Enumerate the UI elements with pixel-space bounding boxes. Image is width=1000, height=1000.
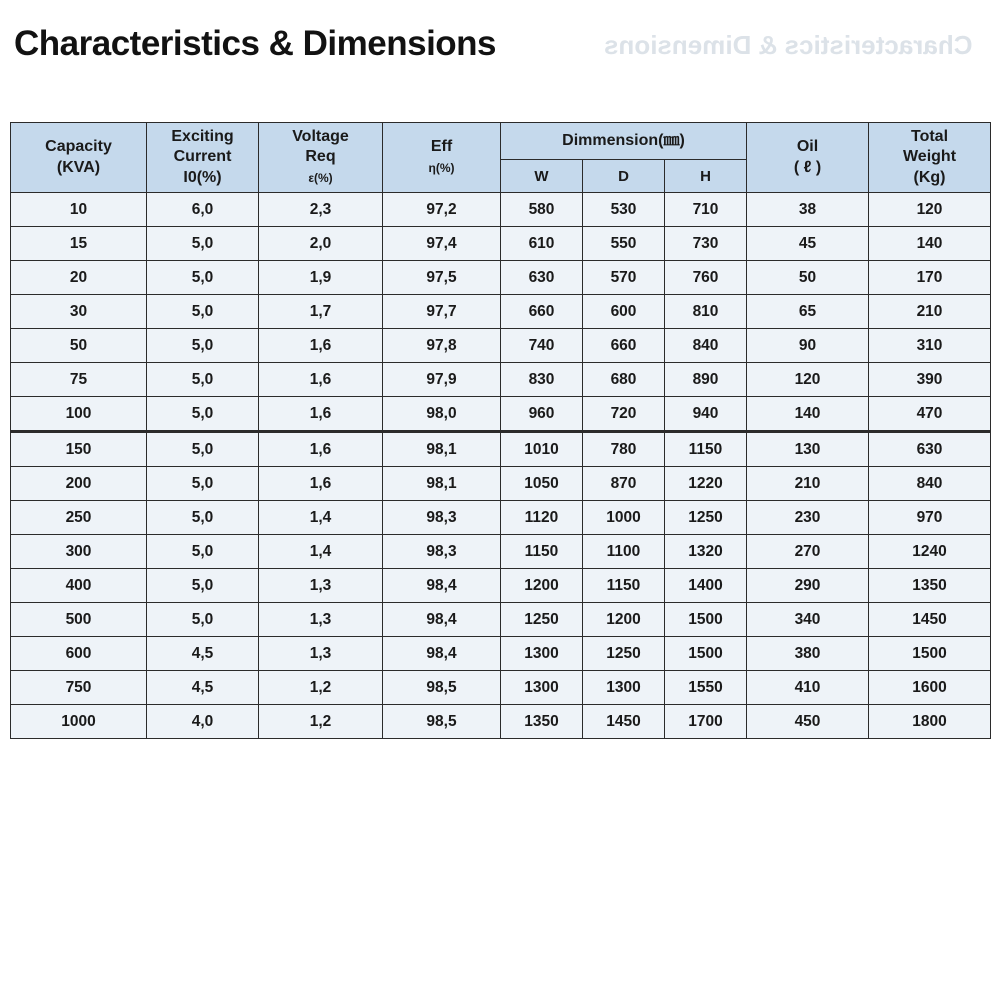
column-header-total-weight	[869, 123, 991, 193]
cell-capacity: 10	[11, 193, 147, 227]
cell-dim-w: 1300	[501, 637, 583, 671]
column-header-voltage-line2: Req	[305, 148, 336, 166]
column-header-voltage-reg	[259, 123, 383, 193]
cell-dim-d: 1250	[583, 637, 665, 671]
cell-dim-w: 1050	[501, 467, 583, 501]
cell-capacity: 750	[11, 671, 147, 705]
cell-total-weight: 1350	[869, 569, 991, 603]
cell-voltage-reg: 1,3	[259, 603, 383, 637]
cell-capacity: 50	[11, 329, 147, 363]
cell-efficiency: 98,4	[383, 603, 501, 637]
table-row	[11, 432, 991, 467]
cell-efficiency: 97,2	[383, 193, 501, 227]
table-row	[11, 261, 991, 295]
ghost-title-artifact: Characteristics & Dimensions	[603, 30, 972, 60]
cell-oil: 38	[747, 193, 869, 227]
cell-dim-w: 830	[501, 363, 583, 397]
column-header-oil-label: Oil	[796, 138, 819, 156]
cell-total-weight: 210	[869, 295, 991, 329]
cell-capacity: 30	[11, 295, 147, 329]
cell-dim-w: 740	[501, 329, 583, 363]
column-header-capacity-unit: (KVA)	[56, 158, 101, 176]
cell-voltage-reg: 1,4	[259, 535, 383, 569]
cell-total-weight: 1800	[869, 705, 991, 739]
cell-capacity: 250	[11, 501, 147, 535]
table-row	[11, 295, 991, 329]
cell-total-weight: 970	[869, 501, 991, 535]
table-row	[11, 467, 991, 501]
table-body	[11, 193, 991, 739]
cell-total-weight: 1500	[869, 637, 991, 671]
cell-dim-h: 1320	[665, 535, 747, 569]
cell-voltage-reg: 1,6	[259, 329, 383, 363]
cell-capacity: 200	[11, 467, 147, 501]
cell-capacity: 150	[11, 432, 147, 467]
cell-voltage-reg: 1,4	[259, 501, 383, 535]
column-header-efficiency	[383, 123, 501, 193]
cell-capacity: 15	[11, 227, 147, 261]
cell-total-weight: 170	[869, 261, 991, 295]
cell-efficiency: 98,5	[383, 671, 501, 705]
cell-dim-h: 1150	[665, 432, 747, 467]
cell-voltage-reg: 1,3	[259, 637, 383, 671]
column-header-weight-line2: Weight	[902, 148, 957, 166]
cell-dim-d: 570	[583, 261, 665, 295]
cell-exciting-current: 6,0	[147, 193, 259, 227]
table-row	[11, 501, 991, 535]
cell-total-weight: 310	[869, 329, 991, 363]
cell-capacity: 600	[11, 637, 147, 671]
cell-exciting-current: 5,0	[147, 467, 259, 501]
cell-dim-h: 1550	[665, 671, 747, 705]
cell-voltage-reg: 1,7	[259, 295, 383, 329]
cell-dim-w: 1200	[501, 569, 583, 603]
cell-dim-d: 550	[583, 227, 665, 261]
cell-dim-h: 840	[665, 329, 747, 363]
cell-oil: 450	[747, 705, 869, 739]
table-row	[11, 671, 991, 705]
table-row	[11, 569, 991, 603]
cell-capacity: 100	[11, 397, 147, 432]
cell-oil: 120	[747, 363, 869, 397]
cell-dim-w: 1010	[501, 432, 583, 467]
cell-exciting-current: 5,0	[147, 397, 259, 432]
cell-capacity: 500	[11, 603, 147, 637]
table-header	[11, 123, 991, 193]
cell-voltage-reg: 2,3	[259, 193, 383, 227]
cell-dim-w: 580	[501, 193, 583, 227]
cell-oil: 45	[747, 227, 869, 261]
cell-oil: 410	[747, 671, 869, 705]
cell-dim-d: 780	[583, 432, 665, 467]
cell-efficiency: 97,8	[383, 329, 501, 363]
table-row	[11, 603, 991, 637]
cell-capacity: 75	[11, 363, 147, 397]
cell-dim-w: 960	[501, 397, 583, 432]
cell-dim-d: 600	[583, 295, 665, 329]
cell-dim-d: 1200	[583, 603, 665, 637]
cell-capacity: 400	[11, 569, 147, 603]
cell-dim-h: 730	[665, 227, 747, 261]
cell-dim-d: 720	[583, 397, 665, 432]
cell-exciting-current: 5,0	[147, 227, 259, 261]
cell-oil: 270	[747, 535, 869, 569]
cell-efficiency: 97,7	[383, 295, 501, 329]
cell-voltage-reg: 1,6	[259, 467, 383, 501]
cell-oil: 50	[747, 261, 869, 295]
cell-voltage-reg: 1,6	[259, 432, 383, 467]
column-header-dim-d: D	[583, 160, 665, 193]
cell-exciting-current: 4,5	[147, 671, 259, 705]
cell-dim-h: 810	[665, 295, 747, 329]
cell-dim-h: 1220	[665, 467, 747, 501]
cell-total-weight: 390	[869, 363, 991, 397]
cell-exciting-current: 5,0	[147, 569, 259, 603]
table-row	[11, 397, 991, 432]
column-header-dim-w: W	[501, 160, 583, 193]
cell-efficiency: 98,3	[383, 501, 501, 535]
cell-oil: 380	[747, 637, 869, 671]
cell-dim-h: 1400	[665, 569, 747, 603]
table-row	[11, 535, 991, 569]
cell-voltage-reg: 1,9	[259, 261, 383, 295]
cell-efficiency: 98,0	[383, 397, 501, 432]
cell-dim-d: 1450	[583, 705, 665, 739]
cell-dim-h: 890	[665, 363, 747, 397]
cell-oil: 90	[747, 329, 869, 363]
cell-dim-d: 1300	[583, 671, 665, 705]
cell-dim-d: 530	[583, 193, 665, 227]
cell-dim-d: 660	[583, 329, 665, 363]
cell-voltage-reg: 1,3	[259, 569, 383, 603]
column-header-dim-h: H	[665, 160, 747, 193]
cell-voltage-reg: 2,0	[259, 227, 383, 261]
cell-dim-w: 1300	[501, 671, 583, 705]
cell-oil: 290	[747, 569, 869, 603]
column-header-eff-label: Eff	[430, 138, 453, 156]
cell-exciting-current: 4,5	[147, 637, 259, 671]
column-header-weight-unit: (Kg)	[913, 168, 946, 186]
cell-dim-h: 710	[665, 193, 747, 227]
cell-dim-h: 1500	[665, 637, 747, 671]
column-header-dimension: Dimmension(㎜)	[501, 123, 747, 160]
cell-dim-w: 1150	[501, 535, 583, 569]
cell-dim-w: 610	[501, 227, 583, 261]
cell-oil: 230	[747, 501, 869, 535]
column-header-oil	[747, 123, 869, 193]
cell-oil: 130	[747, 432, 869, 467]
cell-exciting-current: 5,0	[147, 432, 259, 467]
column-header-exciting-unit: I0(%)	[183, 168, 222, 186]
cell-dim-h: 1700	[665, 705, 747, 739]
table-row	[11, 227, 991, 261]
cell-total-weight: 120	[869, 193, 991, 227]
table-row	[11, 363, 991, 397]
cell-voltage-reg: 1,2	[259, 705, 383, 739]
cell-dim-w: 1120	[501, 501, 583, 535]
cell-total-weight: 630	[869, 432, 991, 467]
cell-dim-h: 1250	[665, 501, 747, 535]
column-header-voltage-line1: Voltage	[292, 128, 349, 145]
cell-efficiency: 97,4	[383, 227, 501, 261]
cell-total-weight: 1240	[869, 535, 991, 569]
table-header-row-primary	[11, 123, 991, 160]
cell-efficiency: 98,4	[383, 637, 501, 671]
page-title: Characteristics & Dimensions	[14, 24, 497, 63]
cell-oil: 140	[747, 397, 869, 432]
cell-efficiency: 97,9	[383, 363, 501, 397]
cell-oil: 210	[747, 467, 869, 501]
cell-dim-h: 760	[665, 261, 747, 295]
cell-capacity: 1000	[11, 705, 147, 739]
column-header-oil-unit: ( ℓ )	[793, 158, 822, 176]
cell-efficiency: 98,1	[383, 432, 501, 467]
specifications-table-container	[10, 122, 990, 739]
column-header-voltage-unit: ε(%)	[308, 170, 333, 185]
cell-total-weight: 1600	[869, 671, 991, 705]
cell-capacity: 20	[11, 261, 147, 295]
cell-voltage-reg: 1,6	[259, 397, 383, 432]
cell-exciting-current: 5,0	[147, 501, 259, 535]
cell-total-weight: 840	[869, 467, 991, 501]
cell-dim-d: 1150	[583, 569, 665, 603]
cell-exciting-current: 5,0	[147, 329, 259, 363]
column-header-exciting-line2: Current	[173, 148, 232, 166]
cell-oil: 340	[747, 603, 869, 637]
cell-exciting-current: 5,0	[147, 603, 259, 637]
cell-dim-w: 660	[501, 295, 583, 329]
cell-total-weight: 470	[869, 397, 991, 432]
cell-efficiency: 98,4	[383, 569, 501, 603]
cell-exciting-current: 5,0	[147, 261, 259, 295]
column-header-capacity-label: Capacity	[45, 138, 112, 156]
specifications-table	[10, 122, 991, 739]
cell-exciting-current: 4,0	[147, 705, 259, 739]
cell-oil: 65	[747, 295, 869, 329]
column-header-eff-unit: η(%)	[428, 160, 455, 175]
cell-efficiency: 98,5	[383, 705, 501, 739]
cell-dim-d: 870	[583, 467, 665, 501]
cell-dim-h: 1500	[665, 603, 747, 637]
cell-exciting-current: 5,0	[147, 295, 259, 329]
column-header-weight-line1: Total	[910, 128, 949, 145]
cell-exciting-current: 5,0	[147, 535, 259, 569]
column-header-exciting-line1: Exciting	[171, 128, 234, 145]
column-header-exciting-current	[147, 123, 259, 193]
cell-dim-w: 1350	[501, 705, 583, 739]
cell-voltage-reg: 1,2	[259, 671, 383, 705]
cell-dim-w: 1250	[501, 603, 583, 637]
cell-dim-h: 940	[665, 397, 747, 432]
table-row	[11, 329, 991, 363]
cell-total-weight: 1450	[869, 603, 991, 637]
cell-dim-d: 680	[583, 363, 665, 397]
cell-dim-d: 1000	[583, 501, 665, 535]
cell-voltage-reg: 1,6	[259, 363, 383, 397]
table-row	[11, 637, 991, 671]
cell-efficiency: 98,1	[383, 467, 501, 501]
table-row	[11, 193, 991, 227]
cell-capacity: 300	[11, 535, 147, 569]
cell-total-weight: 140	[869, 227, 991, 261]
cell-efficiency: 97,5	[383, 261, 501, 295]
cell-exciting-current: 5,0	[147, 363, 259, 397]
cell-dim-w: 630	[501, 261, 583, 295]
cell-efficiency: 98,3	[383, 535, 501, 569]
table-row	[11, 705, 991, 739]
column-header-capacity	[11, 123, 147, 193]
cell-dim-d: 1100	[583, 535, 665, 569]
